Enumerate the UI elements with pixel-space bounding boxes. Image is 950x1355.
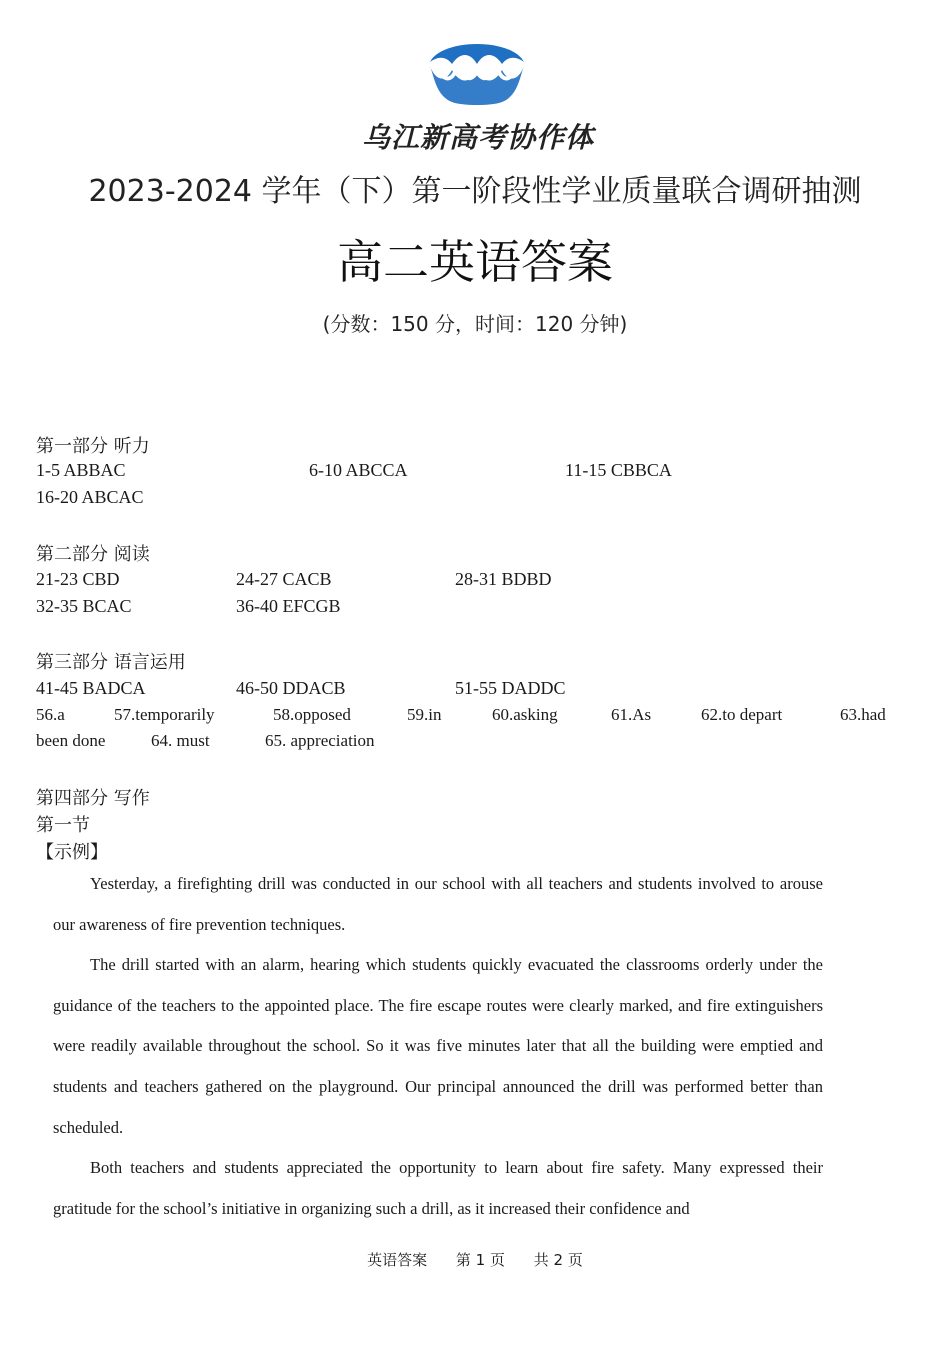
essay-paragraph: The drill started with an alarm, hearing which students quickly evacuated the classrooms orderly under the guidance of the teachers to the appointed place. The fire escape routes were clearly marked, and fire extinguishers were readily available throughout the school. So it was five minutes later that all the building were emptied and students and teachers gathered on the playground. Our principal announced the drill was performed better than scheduled.: [53, 955, 823, 1137]
part3-heading: 第三部分 语言运用: [36, 652, 186, 673]
blank-answer: 58.opposed: [273, 705, 351, 724]
blank-answer: 59.in: [407, 705, 442, 724]
part2-heading: 第二部分 阅读: [36, 544, 150, 565]
footer-subject: 英语答案: [367, 1251, 428, 1269]
answer-group: 6-10 ABCCA: [309, 460, 408, 480]
blank-answer: 60.asking: [492, 705, 558, 724]
blank-answer: 56.a: [36, 705, 65, 724]
logo: [338, 36, 618, 154]
answer-group: 11-15 CBBCA: [565, 460, 672, 480]
part1-heading: 第一部分 听力: [36, 436, 150, 457]
sample-essay: [53, 864, 823, 1229]
footer-page: 第 1 页: [455, 1251, 505, 1269]
answer-group: 51-55 DADDC: [455, 678, 566, 698]
blank-answer: 65. appreciation: [265, 731, 375, 750]
blank-answer: 64. must: [151, 731, 210, 750]
blank-answer: 61.As: [611, 705, 652, 724]
blank-answer: 57.temporarily: [114, 705, 215, 724]
answer-group: 24-27 CACB: [236, 569, 332, 589]
answer-group: 41-45 BADCA: [36, 678, 146, 698]
example-label: 【示例】: [36, 842, 108, 863]
answer-group: 36-40 EFCGB: [236, 596, 341, 616]
blank-answer: 63.had: [840, 705, 886, 724]
page-footer: [0, 1249, 950, 1270]
answer-group: 28-31 BDBD: [455, 569, 552, 589]
answer-group: 46-50 DDACB: [236, 678, 346, 698]
essay-paragraph: Both teachers and students appreciated the opportunity to learn about fire safety. Many expressed their gratitude for the school’s initiative in organizing such a drill, as it increased their confidence and: [53, 1158, 823, 1218]
logo-text: 乌江新高考协作体: [361, 121, 594, 154]
page-title: 高二英语答案: [337, 235, 613, 289]
section-label: 第一节: [36, 815, 90, 836]
answer-group: 32-35 BCAC: [36, 596, 132, 616]
blank-answer: been done: [36, 731, 106, 750]
footer-total: 共 2 页: [533, 1251, 583, 1269]
wave-logo-icon: [422, 36, 532, 114]
part4-heading: 第四部分 写作: [36, 788, 150, 809]
answer-group: 21-23 CBD: [36, 569, 120, 589]
answer-group: 1-5 ABBAC: [36, 460, 126, 480]
blank-answer: 62.to depart: [701, 705, 783, 724]
score-info: (分数：150 分，时间：120 分钟): [322, 312, 628, 336]
answer-group: 16-20 ABCAC: [36, 487, 144, 507]
exam-title: 2023-2024 学年（下）第一阶段性学业质量联合调研抽测: [88, 174, 862, 209]
essay-paragraph: Yesterday, a firefighting drill was conducted in our school with all teachers and students involved to arouse our awareness of fire prevention techniques.: [53, 874, 823, 934]
